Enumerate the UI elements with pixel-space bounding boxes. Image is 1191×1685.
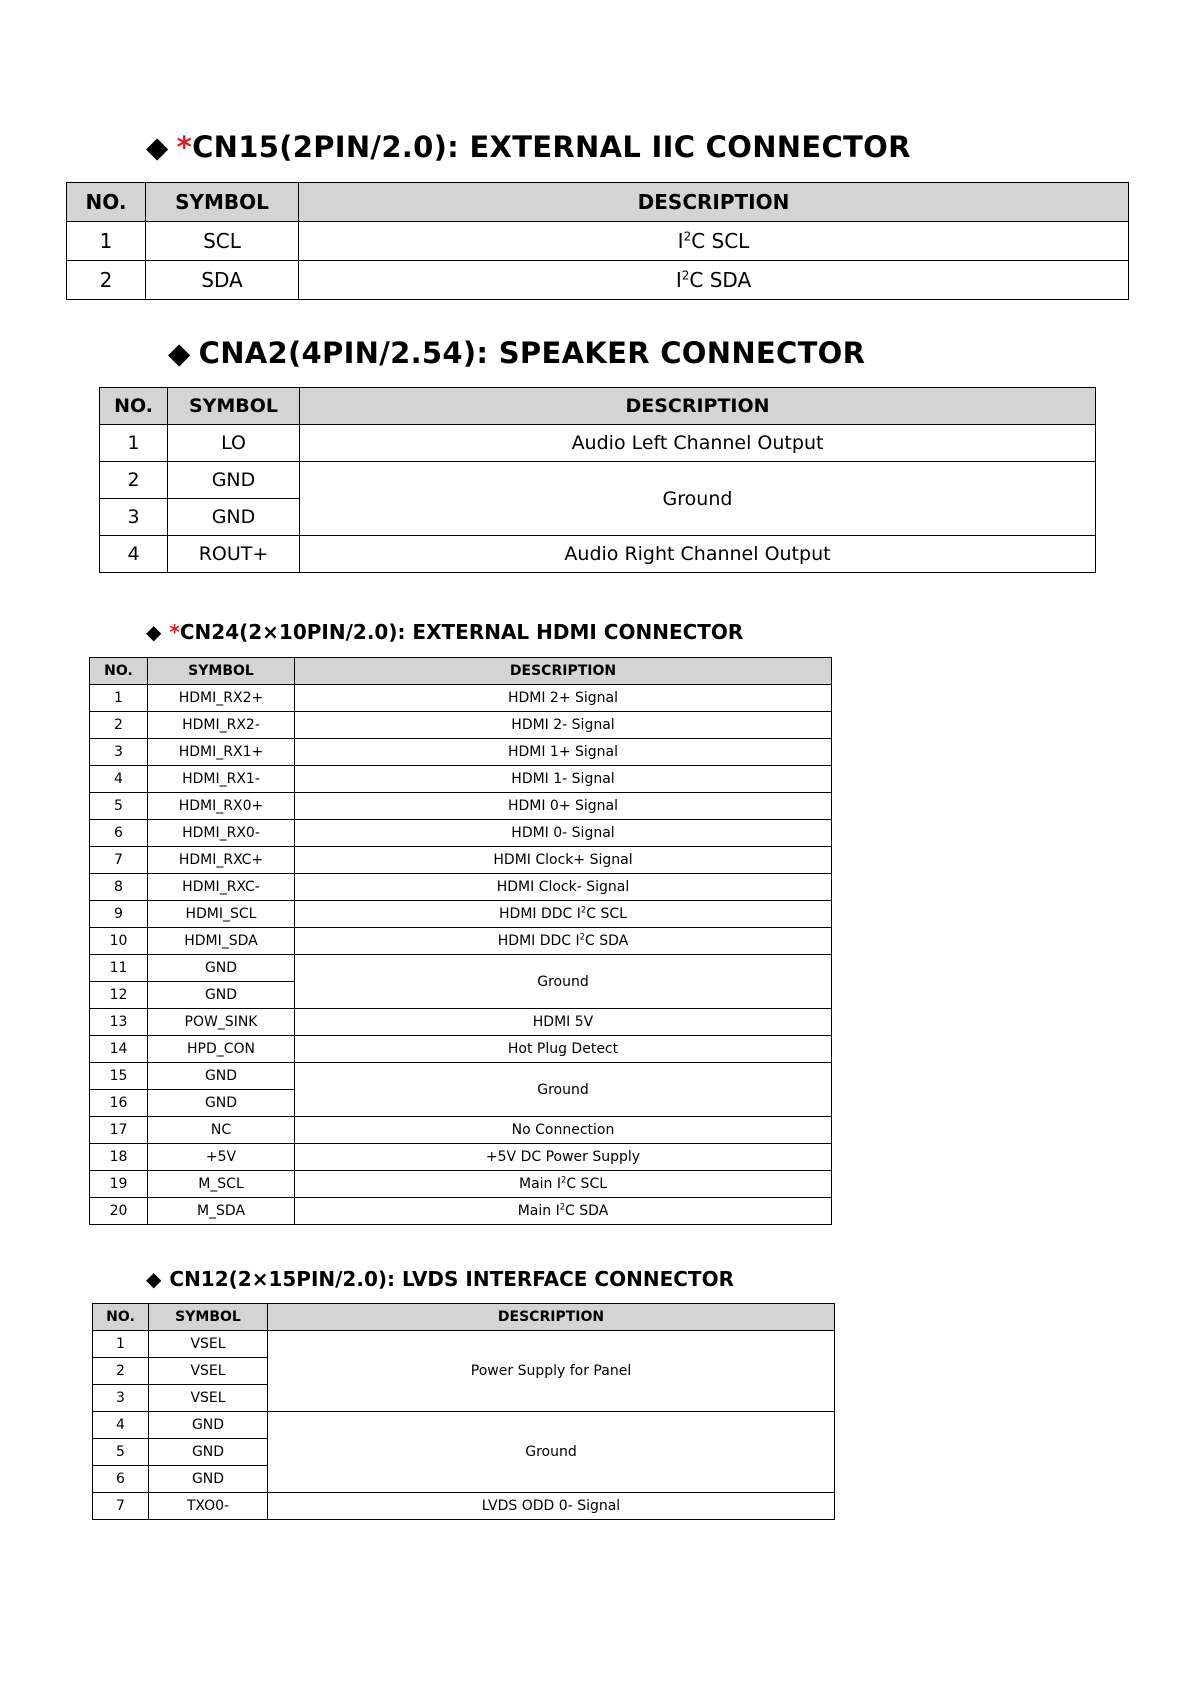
pin-description: Power Supply for Panel (268, 1331, 835, 1412)
pin-description: Main $I^2C$ SDA (295, 1198, 832, 1225)
pin-number: 19 (90, 1171, 148, 1198)
pin-symbol: HPD_CON (148, 1036, 295, 1063)
pin-number: 1 (100, 425, 168, 462)
diamond-bullet-icon: ◆ (146, 1267, 162, 1291)
pin-symbol: VSEL (149, 1331, 268, 1358)
table-row (90, 1144, 832, 1171)
table-header-row (93, 1304, 835, 1331)
asterisk-mark: * (176, 130, 193, 164)
pin-symbol: SDA (146, 261, 299, 300)
pin-description: Hot Plug Detect (295, 1036, 832, 1063)
pin-description: HDMI 2- Signal (295, 712, 832, 739)
pin-description: Ground (268, 1412, 835, 1493)
pin-number: 2 (90, 712, 148, 739)
pin-symbol: M_SDA (148, 1198, 295, 1225)
pin-description: HDMI 0- Signal (295, 820, 832, 847)
pin-number: 1 (93, 1331, 149, 1358)
pin-description: Audio Right Channel Output (300, 536, 1096, 573)
pin-description: Ground (300, 462, 1096, 536)
table-row (100, 425, 1096, 462)
pin-number: 18 (90, 1144, 148, 1171)
pin-number: 6 (90, 820, 148, 847)
cn24-table (89, 657, 832, 1225)
table-row (93, 1331, 835, 1358)
pin-number: 7 (90, 847, 148, 874)
pin-symbol: HDMI_RX0- (148, 820, 295, 847)
pin-symbol: ROUT+ (168, 536, 300, 573)
cn12-title: CN12(2×15PIN/2.0): LVDS INTERFACE CONNECTOR (169, 1267, 734, 1291)
pin-number: 3 (93, 1385, 149, 1412)
pin-description: HDMI 0+ Signal (295, 793, 832, 820)
pin-number: 17 (90, 1117, 148, 1144)
header-description: DESCRIPTION (295, 658, 832, 685)
pin-number: 6 (93, 1466, 149, 1493)
diamond-bullet-icon: ◆ (146, 620, 162, 644)
pin-description: HDMI Clock- Signal (295, 874, 832, 901)
cn12-heading (146, 1267, 734, 1291)
pin-symbol: GND (148, 1063, 295, 1090)
table-row (90, 793, 832, 820)
pin-number: 2 (100, 462, 168, 499)
pin-symbol: VSEL (149, 1385, 268, 1412)
pin-symbol: VSEL (149, 1358, 268, 1385)
table-header-row (90, 658, 832, 685)
pin-description: HDMI 1- Signal (295, 766, 832, 793)
pin-description: HDMI DDC $I^2C$ SCL (295, 901, 832, 928)
header-symbol: SYMBOL (146, 183, 299, 222)
header-no: NO. (100, 388, 168, 425)
pin-symbol: HDMI_SCL (148, 901, 295, 928)
pin-number: 4 (93, 1412, 149, 1439)
pin-description: Ground (295, 1063, 832, 1117)
pin-description: $I^2C$ SCL (299, 222, 1129, 261)
pin-description: HDMI DDC $I^2C$ SDA (295, 928, 832, 955)
table-row (90, 685, 832, 712)
diamond-bullet-icon: ◆ (146, 130, 169, 164)
table-row (90, 874, 832, 901)
cna2-heading (168, 336, 865, 370)
table-row (90, 820, 832, 847)
pin-number: 2 (93, 1358, 149, 1385)
table-row (90, 712, 832, 739)
pin-number: 3 (100, 499, 168, 536)
pin-description: HDMI 2+ Signal (295, 685, 832, 712)
asterisk-mark: * (169, 620, 180, 644)
table-row (90, 1036, 832, 1063)
header-description: DESCRIPTION (300, 388, 1096, 425)
table-header-row (67, 183, 1129, 222)
cn15-title: CN15(2PIN/2.0): EXTERNAL IIC CONNECTOR (192, 130, 911, 164)
header-no: NO. (67, 183, 146, 222)
header-symbol: SYMBOL (168, 388, 300, 425)
table-header-row (100, 388, 1096, 425)
pin-number: 14 (90, 1036, 148, 1063)
pin-number: 5 (90, 793, 148, 820)
pin-symbol: GND (148, 1090, 295, 1117)
pin-symbol: GND (168, 499, 300, 536)
pin-number: 9 (90, 901, 148, 928)
table-row (90, 1117, 832, 1144)
table-row (90, 955, 832, 982)
header-symbol: SYMBOL (149, 1304, 268, 1331)
pin-symbol: HDMI_RXC- (148, 874, 295, 901)
pin-number: 4 (100, 536, 168, 573)
pin-description: $I^2C$ SDA (299, 261, 1129, 300)
pin-symbol: HDMI_RX1+ (148, 739, 295, 766)
table-row (90, 766, 832, 793)
cna2-title: CNA2(4PIN/2.54): SPEAKER CONNECTOR (198, 336, 866, 370)
pin-number: 13 (90, 1009, 148, 1036)
cna2-table (99, 387, 1096, 573)
pin-symbol: HDMI_RX2+ (148, 685, 295, 712)
table-row (90, 928, 832, 955)
pin-description: Audio Left Channel Output (300, 425, 1096, 462)
table-row (90, 901, 832, 928)
pin-number: 1 (67, 222, 146, 261)
pin-number: 10 (90, 928, 148, 955)
pin-symbol: GND (148, 955, 295, 982)
pin-symbol: GND (149, 1412, 268, 1439)
pin-symbol: M_SCL (148, 1171, 295, 1198)
cn24-heading (146, 620, 743, 644)
pin-symbol: TXO0- (149, 1493, 268, 1520)
table-row (93, 1412, 835, 1439)
pin-symbol: POW_SINK (148, 1009, 295, 1036)
header-no: NO. (90, 658, 148, 685)
pin-description: No Connection (295, 1117, 832, 1144)
table-row (67, 222, 1129, 261)
table-row (90, 1009, 832, 1036)
pin-number: 1 (90, 685, 148, 712)
table-row (90, 847, 832, 874)
pin-symbol: GND (149, 1439, 268, 1466)
pin-description: Ground (295, 955, 832, 1009)
pin-symbol: GND (148, 982, 295, 1009)
table-row (90, 1198, 832, 1225)
pin-number: 20 (90, 1198, 148, 1225)
table-row (100, 536, 1096, 573)
pin-number: 15 (90, 1063, 148, 1090)
pin-description: +5V DC Power Supply (295, 1144, 832, 1171)
pin-number: 2 (67, 261, 146, 300)
pin-number: 5 (93, 1439, 149, 1466)
pin-symbol: +5V (148, 1144, 295, 1171)
pin-number: 16 (90, 1090, 148, 1117)
cn15-heading (146, 130, 911, 164)
pin-symbol: HDMI_RX2- (148, 712, 295, 739)
table-row (90, 1171, 832, 1198)
cn12-table (92, 1303, 835, 1520)
pin-symbol: LO (168, 425, 300, 462)
header-no: NO. (93, 1304, 149, 1331)
pin-symbol: HDMI_RXC+ (148, 847, 295, 874)
pin-number: 12 (90, 982, 148, 1009)
pin-symbol: SCL (146, 222, 299, 261)
pin-description: Main $I^2C$ SCL (295, 1171, 832, 1198)
table-row (93, 1493, 835, 1520)
pin-number: 7 (93, 1493, 149, 1520)
pin-symbol: HDMI_RX1- (148, 766, 295, 793)
header-description: DESCRIPTION (268, 1304, 835, 1331)
pin-description: HDMI 5V (295, 1009, 832, 1036)
pin-number: 4 (90, 766, 148, 793)
pin-number: 11 (90, 955, 148, 982)
pin-description: HDMI Clock+ Signal (295, 847, 832, 874)
table-row (90, 739, 832, 766)
diamond-bullet-icon: ◆ (168, 336, 191, 370)
pin-symbol: NC (148, 1117, 295, 1144)
header-symbol: SYMBOL (148, 658, 295, 685)
pin-symbol: HDMI_SDA (148, 928, 295, 955)
header-description: DESCRIPTION (299, 183, 1129, 222)
pin-number: 8 (90, 874, 148, 901)
pin-symbol: GND (168, 462, 300, 499)
table-row (67, 261, 1129, 300)
pin-number: 3 (90, 739, 148, 766)
cn24-title: CN24(2×10PIN/2.0): EXTERNAL HDMI CONNECTOR (179, 620, 744, 644)
table-row (100, 462, 1096, 499)
cn15-table (66, 182, 1129, 300)
pin-description: HDMI 1+ Signal (295, 739, 832, 766)
pin-description: LVDS ODD 0- Signal (268, 1493, 835, 1520)
table-row (90, 1063, 832, 1090)
pin-symbol: GND (149, 1466, 268, 1493)
pin-symbol: HDMI_RX0+ (148, 793, 295, 820)
